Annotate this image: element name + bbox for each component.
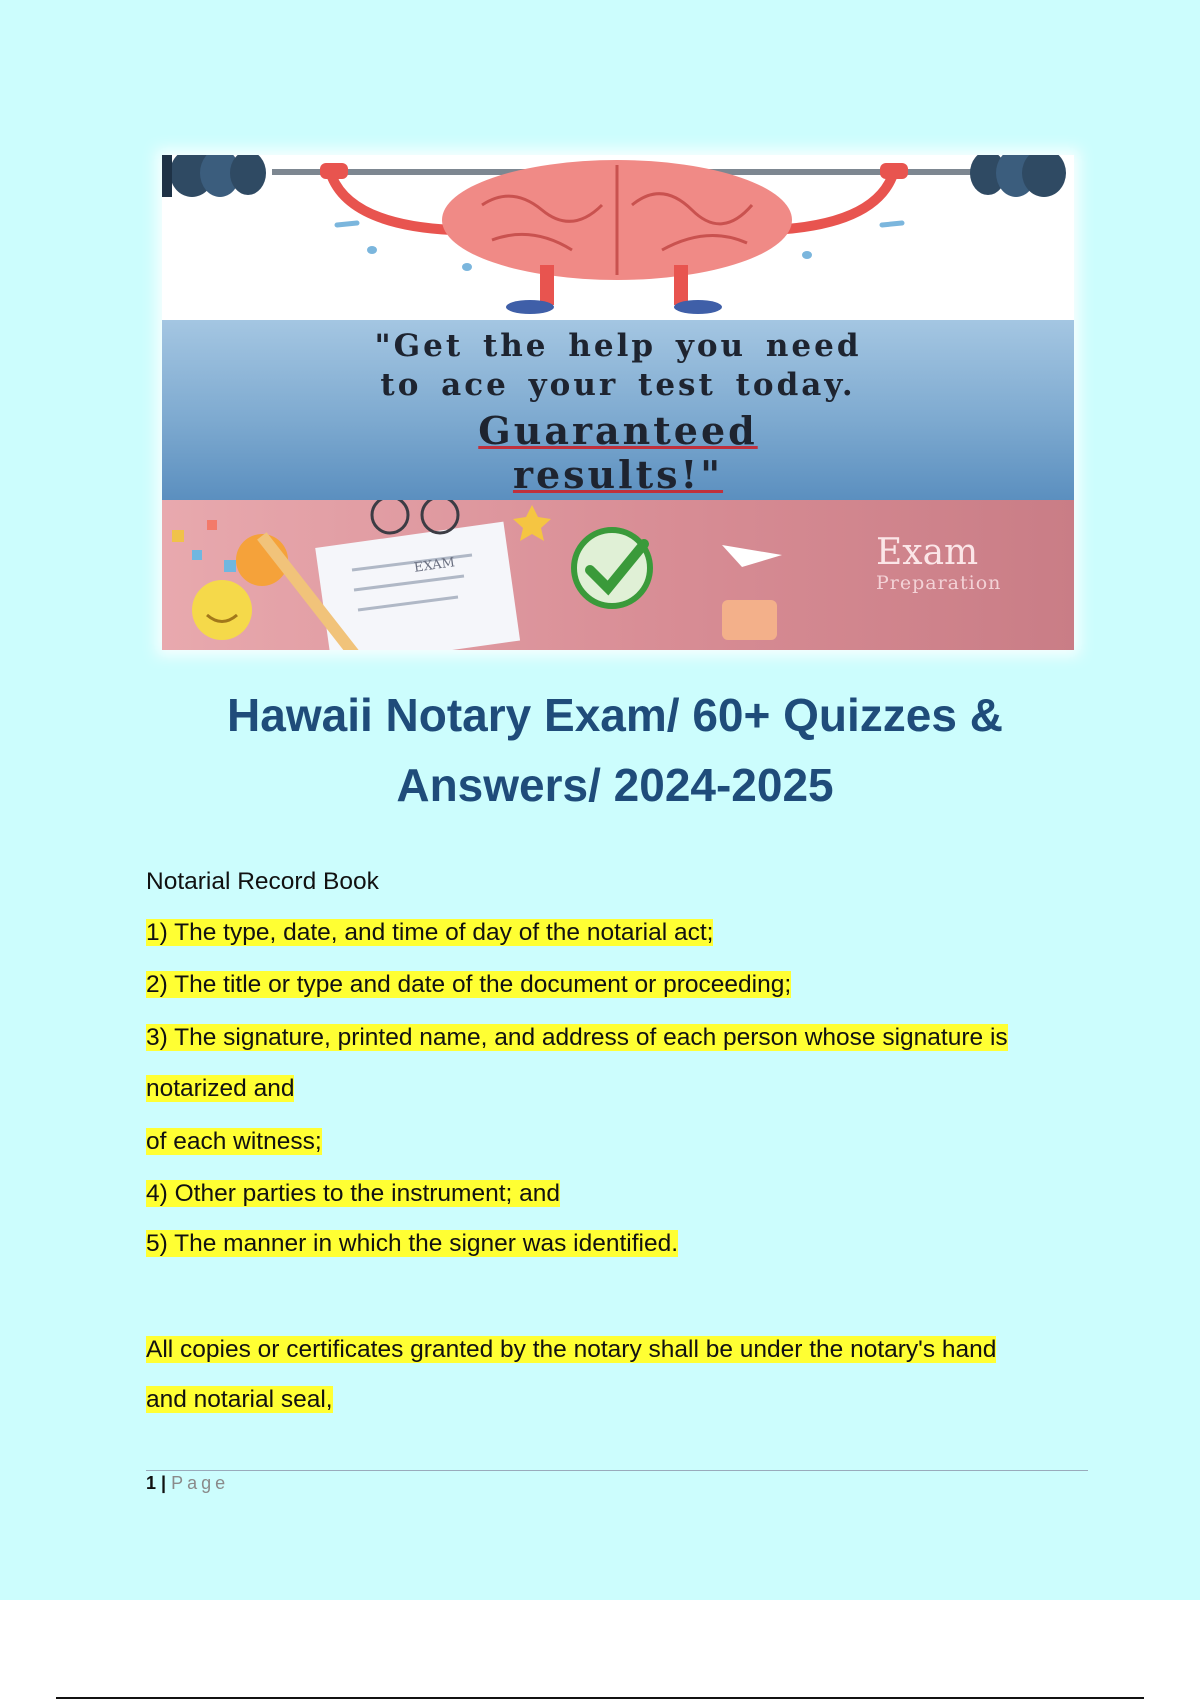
list-item: 2) The title or type and date of the document or proceeding; [146,971,792,998]
list-item: of each witness; [146,1128,322,1155]
list-item: 4) Other parties to the instrument; and [146,1180,560,1207]
quote-line-2: to ace your test today. [380,367,856,403]
page-number: 1 [146,1473,157,1493]
exam-word: Exam [876,532,979,573]
brain-lifting-illustration [162,155,1074,320]
title-line-1: Hawaii Notary Exam/ 60+ Quizzes & [227,689,1003,741]
quote-line-4: results!" [512,452,724,497]
bottom-divider [56,1697,1144,1699]
section-heading: Notarial Record Book [146,868,379,895]
preparation-word: Preparation [876,572,1002,594]
cover-banner [162,155,1074,650]
list-item: 1) The type, date, and time of day of the notarial act; [146,919,714,946]
quote-line-3: Guaranteed [478,408,758,453]
list-item: 5) The manner in which the signer was identified. [146,1230,679,1257]
motivational-quote [162,320,1074,500]
paragraph-line-2: and notarial seal, [146,1386,333,1413]
page-footer [146,1473,229,1494]
exam-paper-label: EXAM [413,555,456,576]
footer-separator: | [161,1473,167,1493]
footer-divider [146,1470,1088,1471]
exam-preparation-illustration [162,500,1074,650]
list-item: notarized and [146,1075,295,1102]
list-item: 3) The signature, printed name, and address of each person whose signature is [146,1024,1008,1051]
page-label: Page [171,1473,230,1493]
document-title [150,680,1080,820]
quote-line-1: "Get the help you need [374,328,862,364]
paragraph-line-1: All copies or certificates granted by the notary shall be under the notary's hand [146,1336,997,1363]
title-line-2: Answers/ 2024-2025 [396,759,834,811]
